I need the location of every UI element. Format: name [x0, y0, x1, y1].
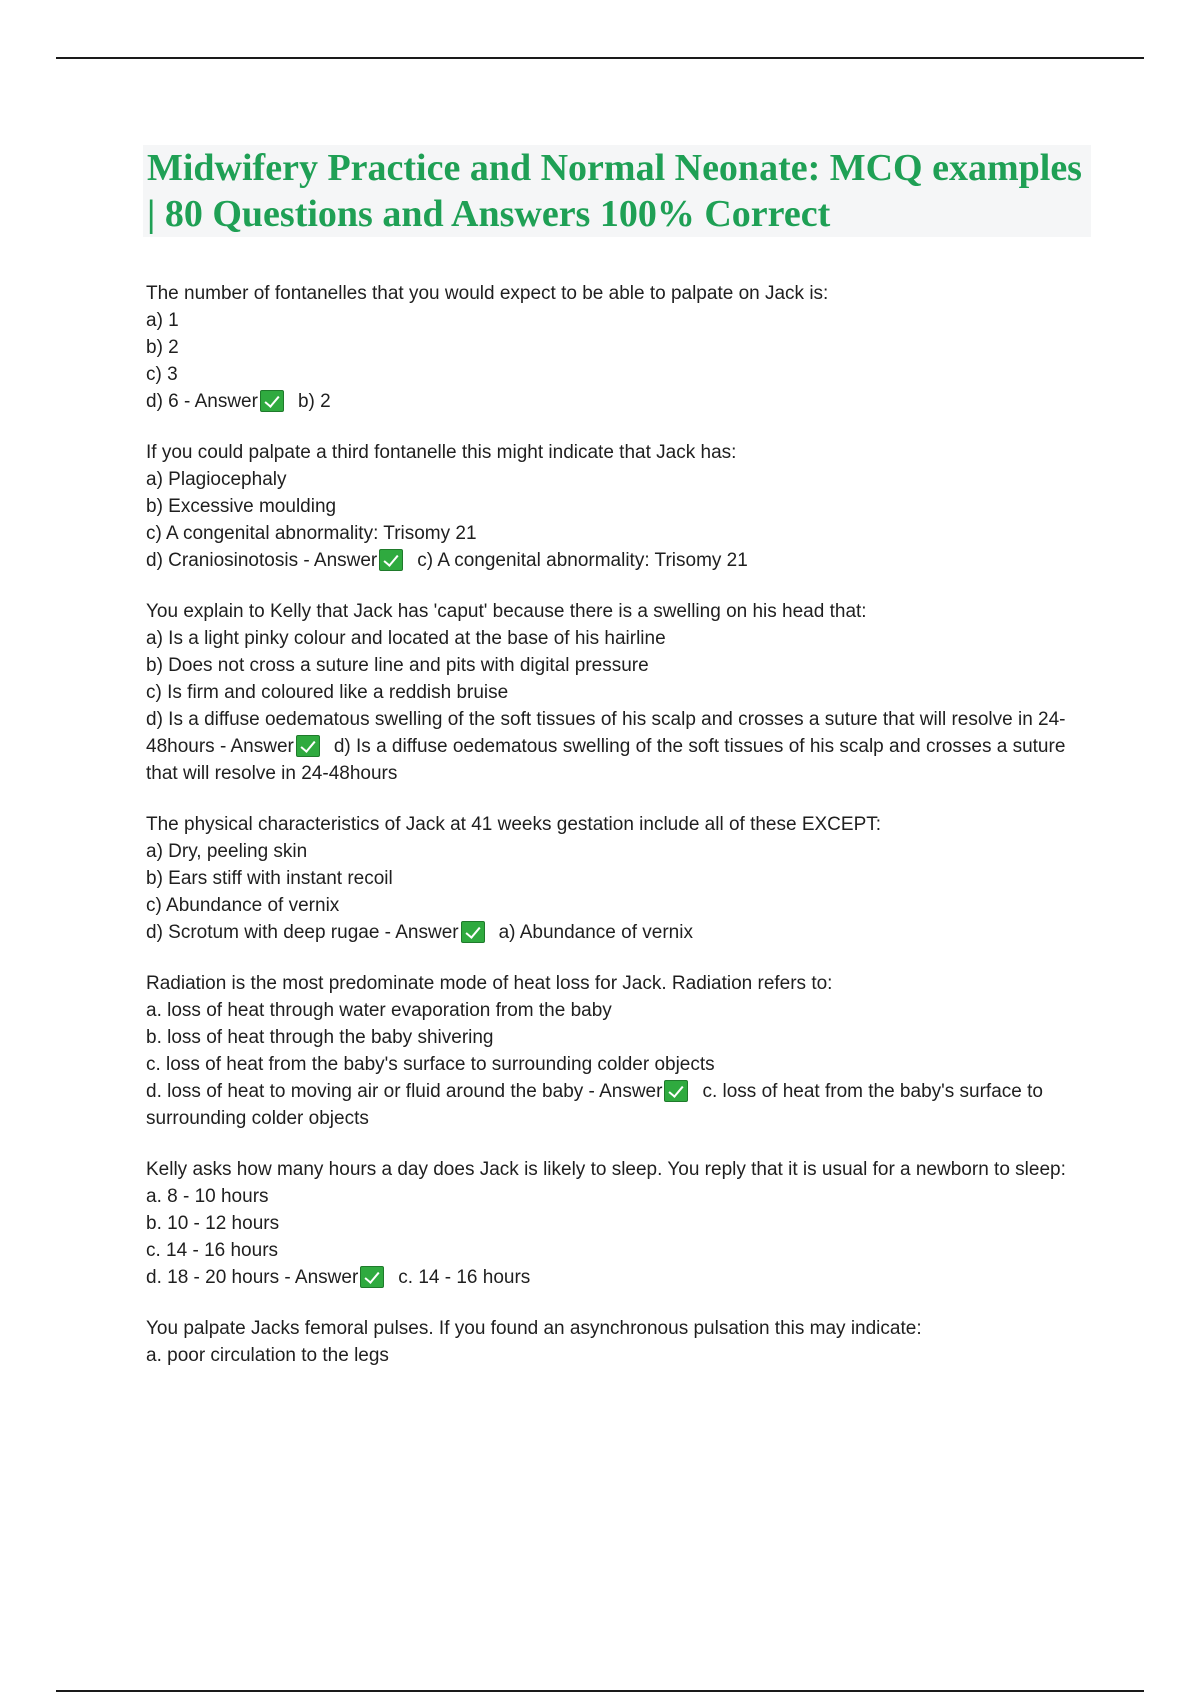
correct-answer: c. 14 - 16 hours	[398, 1267, 531, 1288]
option-b: b. 10 - 12 hours	[146, 1213, 280, 1234]
question-stem: Radiation is the most predominate mode of heat loss for Jack. Radiation refers to:	[146, 973, 833, 994]
checkmark-icon	[664, 1080, 688, 1102]
correct-answer: a) Abundance of vernix	[498, 922, 693, 943]
answer-line	[146, 706, 1096, 787]
option-d: d) Scrotum with deep rugae - Answer	[146, 922, 459, 943]
question-stem: Kelly asks how many hours a day does Jack is likely to sleep. You reply that it is usual for a newborn to sleep:	[146, 1159, 1066, 1180]
answer-line	[146, 1264, 1096, 1291]
question-6	[146, 1156, 1096, 1291]
option-a: a. loss of heat through water evaporation from the baby	[146, 1000, 612, 1021]
footer-rule	[56, 1690, 1144, 1692]
option-d: d. 18 - 20 hours - Answer	[146, 1267, 359, 1288]
option-b: b. loss of heat through the baby shivering	[146, 1027, 494, 1048]
option-b: b) Excessive moulding	[146, 496, 337, 517]
correct-answer: c. loss of heat from the baby's surface to surrounding colder objects	[146, 1081, 1043, 1129]
question-2	[146, 439, 1096, 574]
question-stem: The physical characteristics of Jack at 41 weeks gestation include all of these EXCEPT:	[146, 814, 882, 835]
option-a: a) Plagiocephaly	[146, 469, 287, 490]
question-4	[146, 811, 1096, 946]
correct-answer: b) 2	[297, 391, 331, 412]
answer-line	[146, 388, 1096, 415]
checkmark-icon	[360, 1266, 384, 1288]
question-stem: The number of fontanelles that you would expect to be able to palpate on Jack is:	[146, 283, 829, 304]
option-a: a) Dry, peeling skin	[146, 841, 308, 862]
correct-answer: d) Is a diffuse oedematous swelling of the soft tissues of his scalp and crosses a suture that will resolve in 24-48hours	[146, 736, 1066, 784]
option-c: c) Is firm and coloured like a reddish bruise	[146, 682, 509, 703]
header-rule	[56, 57, 1144, 59]
question-3	[146, 598, 1096, 787]
answer-line	[146, 547, 1096, 574]
option-d: d. loss of heat to moving air or fluid around the baby - Answer	[146, 1081, 663, 1102]
option-c: c. 14 - 16 hours	[146, 1240, 279, 1261]
question-stem: You explain to Kelly that Jack has 'caput' because there is a swelling on his head that:	[146, 601, 867, 622]
document-title: Midwifery Practice and Normal Neonate: MCQ examples | 80 Questions and Answers 100% Correct	[147, 147, 1082, 235]
question-5	[146, 970, 1096, 1132]
title-banner	[143, 145, 1091, 237]
question-1	[146, 280, 1096, 415]
option-a: a. 8 - 10 hours	[146, 1186, 269, 1207]
correct-answer: c) A congenital abnormality: Trisomy 21	[417, 550, 748, 571]
option-d: d) Is a diffuse oedematous swelling of the soft tissues of his scalp and crosses a suture that will resolve in 24-48hours - Answer	[146, 709, 1066, 757]
option-b: b) Does not cross a suture line and pits with digital pressure	[146, 655, 649, 676]
question-stem: You palpate Jacks femoral pulses. If you found an asynchronous pulsation this may indicate:	[146, 1318, 922, 1339]
option-c: c. loss of heat from the baby's surface to surrounding colder objects	[146, 1054, 715, 1075]
checkmark-icon	[461, 921, 485, 943]
option-c: c) 3	[146, 364, 178, 385]
option-a: a. poor circulation to the legs	[146, 1345, 389, 1366]
checkmark-icon	[296, 735, 320, 757]
option-d: d) 6 - Answer	[146, 391, 258, 412]
option-b: b) 2	[146, 337, 179, 358]
answer-line	[146, 919, 1096, 946]
option-d: d) Craniosinotosis - Answer	[146, 550, 378, 571]
checkmark-icon	[260, 390, 284, 412]
option-c: c) Abundance of vernix	[146, 895, 340, 916]
question-stem: If you could palpate a third fontanelle this might indicate that Jack has:	[146, 442, 737, 463]
question-7	[146, 1315, 1096, 1369]
checkmark-icon	[379, 549, 403, 571]
option-a: a) 1	[146, 310, 179, 331]
question-list	[146, 280, 1096, 1393]
option-c: c) A congenital abnormality: Trisomy 21	[146, 523, 477, 544]
option-a: a) Is a light pinky colour and located at the base of his hairline	[146, 628, 666, 649]
answer-line	[146, 1078, 1096, 1132]
option-b: b) Ears stiff with instant recoil	[146, 868, 393, 889]
